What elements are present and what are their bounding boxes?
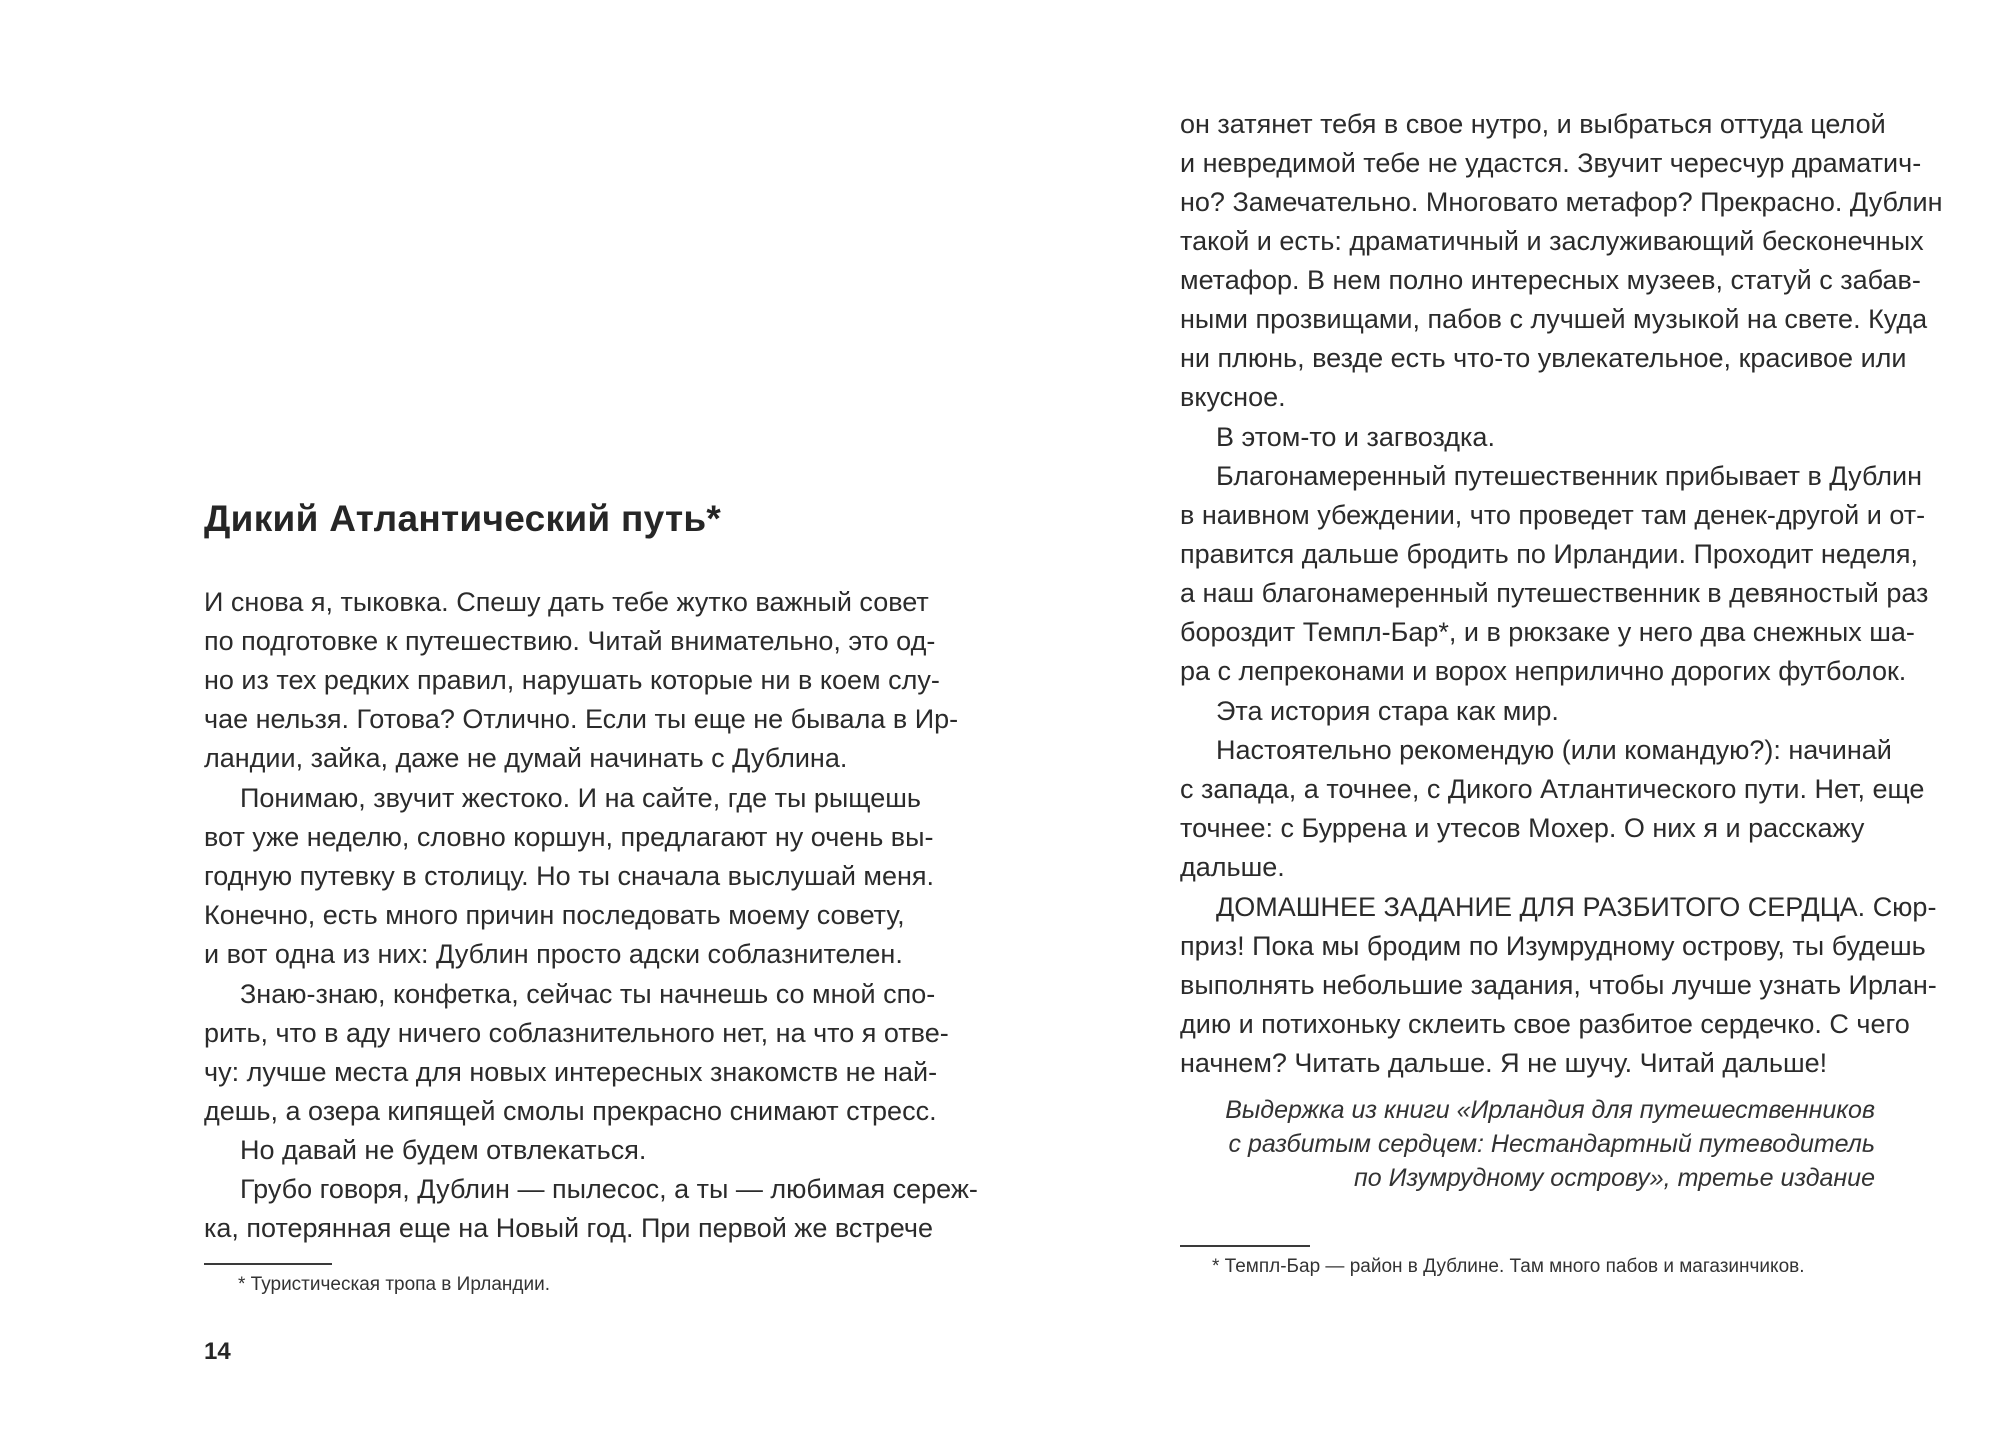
text-line: рить, что в аду ничего соблазнительного нет, на что я отве- <box>204 1018 949 1048</box>
footnote: * Туристическая тропа в Ирландии. <box>238 1274 550 1295</box>
text-line: Благонамеренный путешественник прибывает в Дублин <box>1216 461 1922 491</box>
footnote-rule <box>1180 1245 1310 1247</box>
text-line: дию и потихоньку склеить свое разбитое сердечко. С чего <box>1180 1009 1910 1039</box>
text-line: вкусное. <box>1180 382 1286 412</box>
text-line: такой и есть: драматичный и заслуживающий бесконечных <box>1180 226 1924 256</box>
text-line: Но давай не будем отвлекаться. <box>240 1135 647 1165</box>
text-line: точнее: с Буррена и утесов Мохер. О них я и расскажу <box>1180 813 1865 843</box>
text-line: Настоятельно рекомендую (или командую?): начинай <box>1216 735 1892 765</box>
text-line: В этом-то и загвоздка. <box>1216 422 1495 452</box>
text-line: но? Замечательно. Многовато метафор? Прекрасно. Дублин <box>1180 187 1943 217</box>
text-line: ными прозвищами, пабов с лучшей музыкой на свете. Куда <box>1180 304 1928 334</box>
text-line: вот уже неделю, словно коршун, предлагают ну очень вы- <box>204 822 934 852</box>
page-number: 14 <box>204 1338 231 1365</box>
text-line: ни плюнь, везде есть что-то увлекательное, красивое или <box>1180 343 1907 373</box>
text-line: дальше. <box>1180 852 1285 882</box>
text-line: бороздит Темпл-Бар*, и в рюкзаке у него два снежных ша- <box>1180 617 1915 647</box>
footnote-rule <box>204 1263 332 1265</box>
quote-line: по Изумрудному острову», третье издание <box>1354 1164 1875 1192</box>
text-line: годную путевку в столицу. Но ты сначала выслушай меня. <box>204 861 935 891</box>
text-line: и вот одна из них: Дублин просто адски соблазнителен. <box>204 939 903 969</box>
text-line: и невредимой тебе не удастся. Звучит чересчур драматич- <box>1180 148 1922 178</box>
text-line: чае нельзя. Готова? Отлично. Если ты еще не бывала в Ир- <box>204 704 959 734</box>
text-line: а наш благонамеренный путешественник в девяностый раз <box>1180 578 1929 608</box>
text-line: по подготовке к путешествию. Читай внимательно, это од- <box>204 626 936 656</box>
quote-line: Выдержка из книги «Ирландия для путешественников <box>1225 1096 1875 1124</box>
text-line: ка, потерянная еще на Новый год. При первой же встрече <box>204 1213 933 1243</box>
text-line: Понимаю, звучит жестоко. И на сайте, где ты рыщешь <box>240 783 921 813</box>
text-line: метафор. В нем полно интересных музеев, статуй с забав- <box>1180 265 1921 295</box>
text-line: правится дальше бродить по Ирландии. Проходит неделя, <box>1180 539 1918 569</box>
text-line: с запада, а точнее, с Дикого Атлантического пути. Нет, еще <box>1180 774 1925 804</box>
text-line: Грубо говоря, Дублин — пылесос, а ты — любимая сереж- <box>240 1174 978 1204</box>
text-line: выполнять небольшие задания, чтобы лучше узнать Ирлан- <box>1180 970 1937 1000</box>
chapter-heading: Дикий Атлантический путь* <box>204 498 722 539</box>
quote-line: с разбитым сердцем: Нестандартный путеводитель <box>1228 1130 1875 1158</box>
text-line: ландии, зайка, даже не думай начинать с Дублина. <box>204 743 848 773</box>
text-line: дешь, а озера кипящей смолы прекрасно снимают стресс. <box>204 1096 937 1126</box>
text-line: но из тех редких правил, нарушать которые ни в коем слу- <box>204 665 940 695</box>
text-line: И снова я, тыковка. Спешу дать тебе жутко важный совет <box>204 587 929 617</box>
text-line: он затянет тебя в свое нутро, и выбраться оттуда целой <box>1180 109 1886 139</box>
text-line: ра с лепреконами и ворох неприлично дорогих футболок. <box>1180 656 1907 686</box>
text-line: в наивном убеждении, что проведет там денек-другой и от- <box>1180 500 1926 530</box>
text-line: приз! Пока мы бродим по Изумрудному острову, ты будешь <box>1180 931 1926 961</box>
text-line: Конечно, есть много причин последовать моему совету, <box>204 900 905 930</box>
footnote: * Темпл-Бар — район в Дублине. Там много пабов и магазинчиков. <box>1212 1256 1805 1277</box>
text-line: Знаю-знаю, конфетка, сейчас ты начнешь со мной спо- <box>240 979 936 1009</box>
text-line: начнем? Читать дальше. Я не шучу. Читай дальше! <box>1180 1048 1828 1078</box>
text-line: чу: лучше места для новых интересных знакомств не най- <box>204 1057 938 1087</box>
text-line: ДОМАШНЕЕ ЗАДАНИЕ ДЛЯ РАЗБИТОГО СЕРДЦА. Сюр- <box>1216 892 1937 922</box>
right-page <box>1000 0 2000 1440</box>
text-line: Эта история стара как мир. <box>1216 696 1559 726</box>
